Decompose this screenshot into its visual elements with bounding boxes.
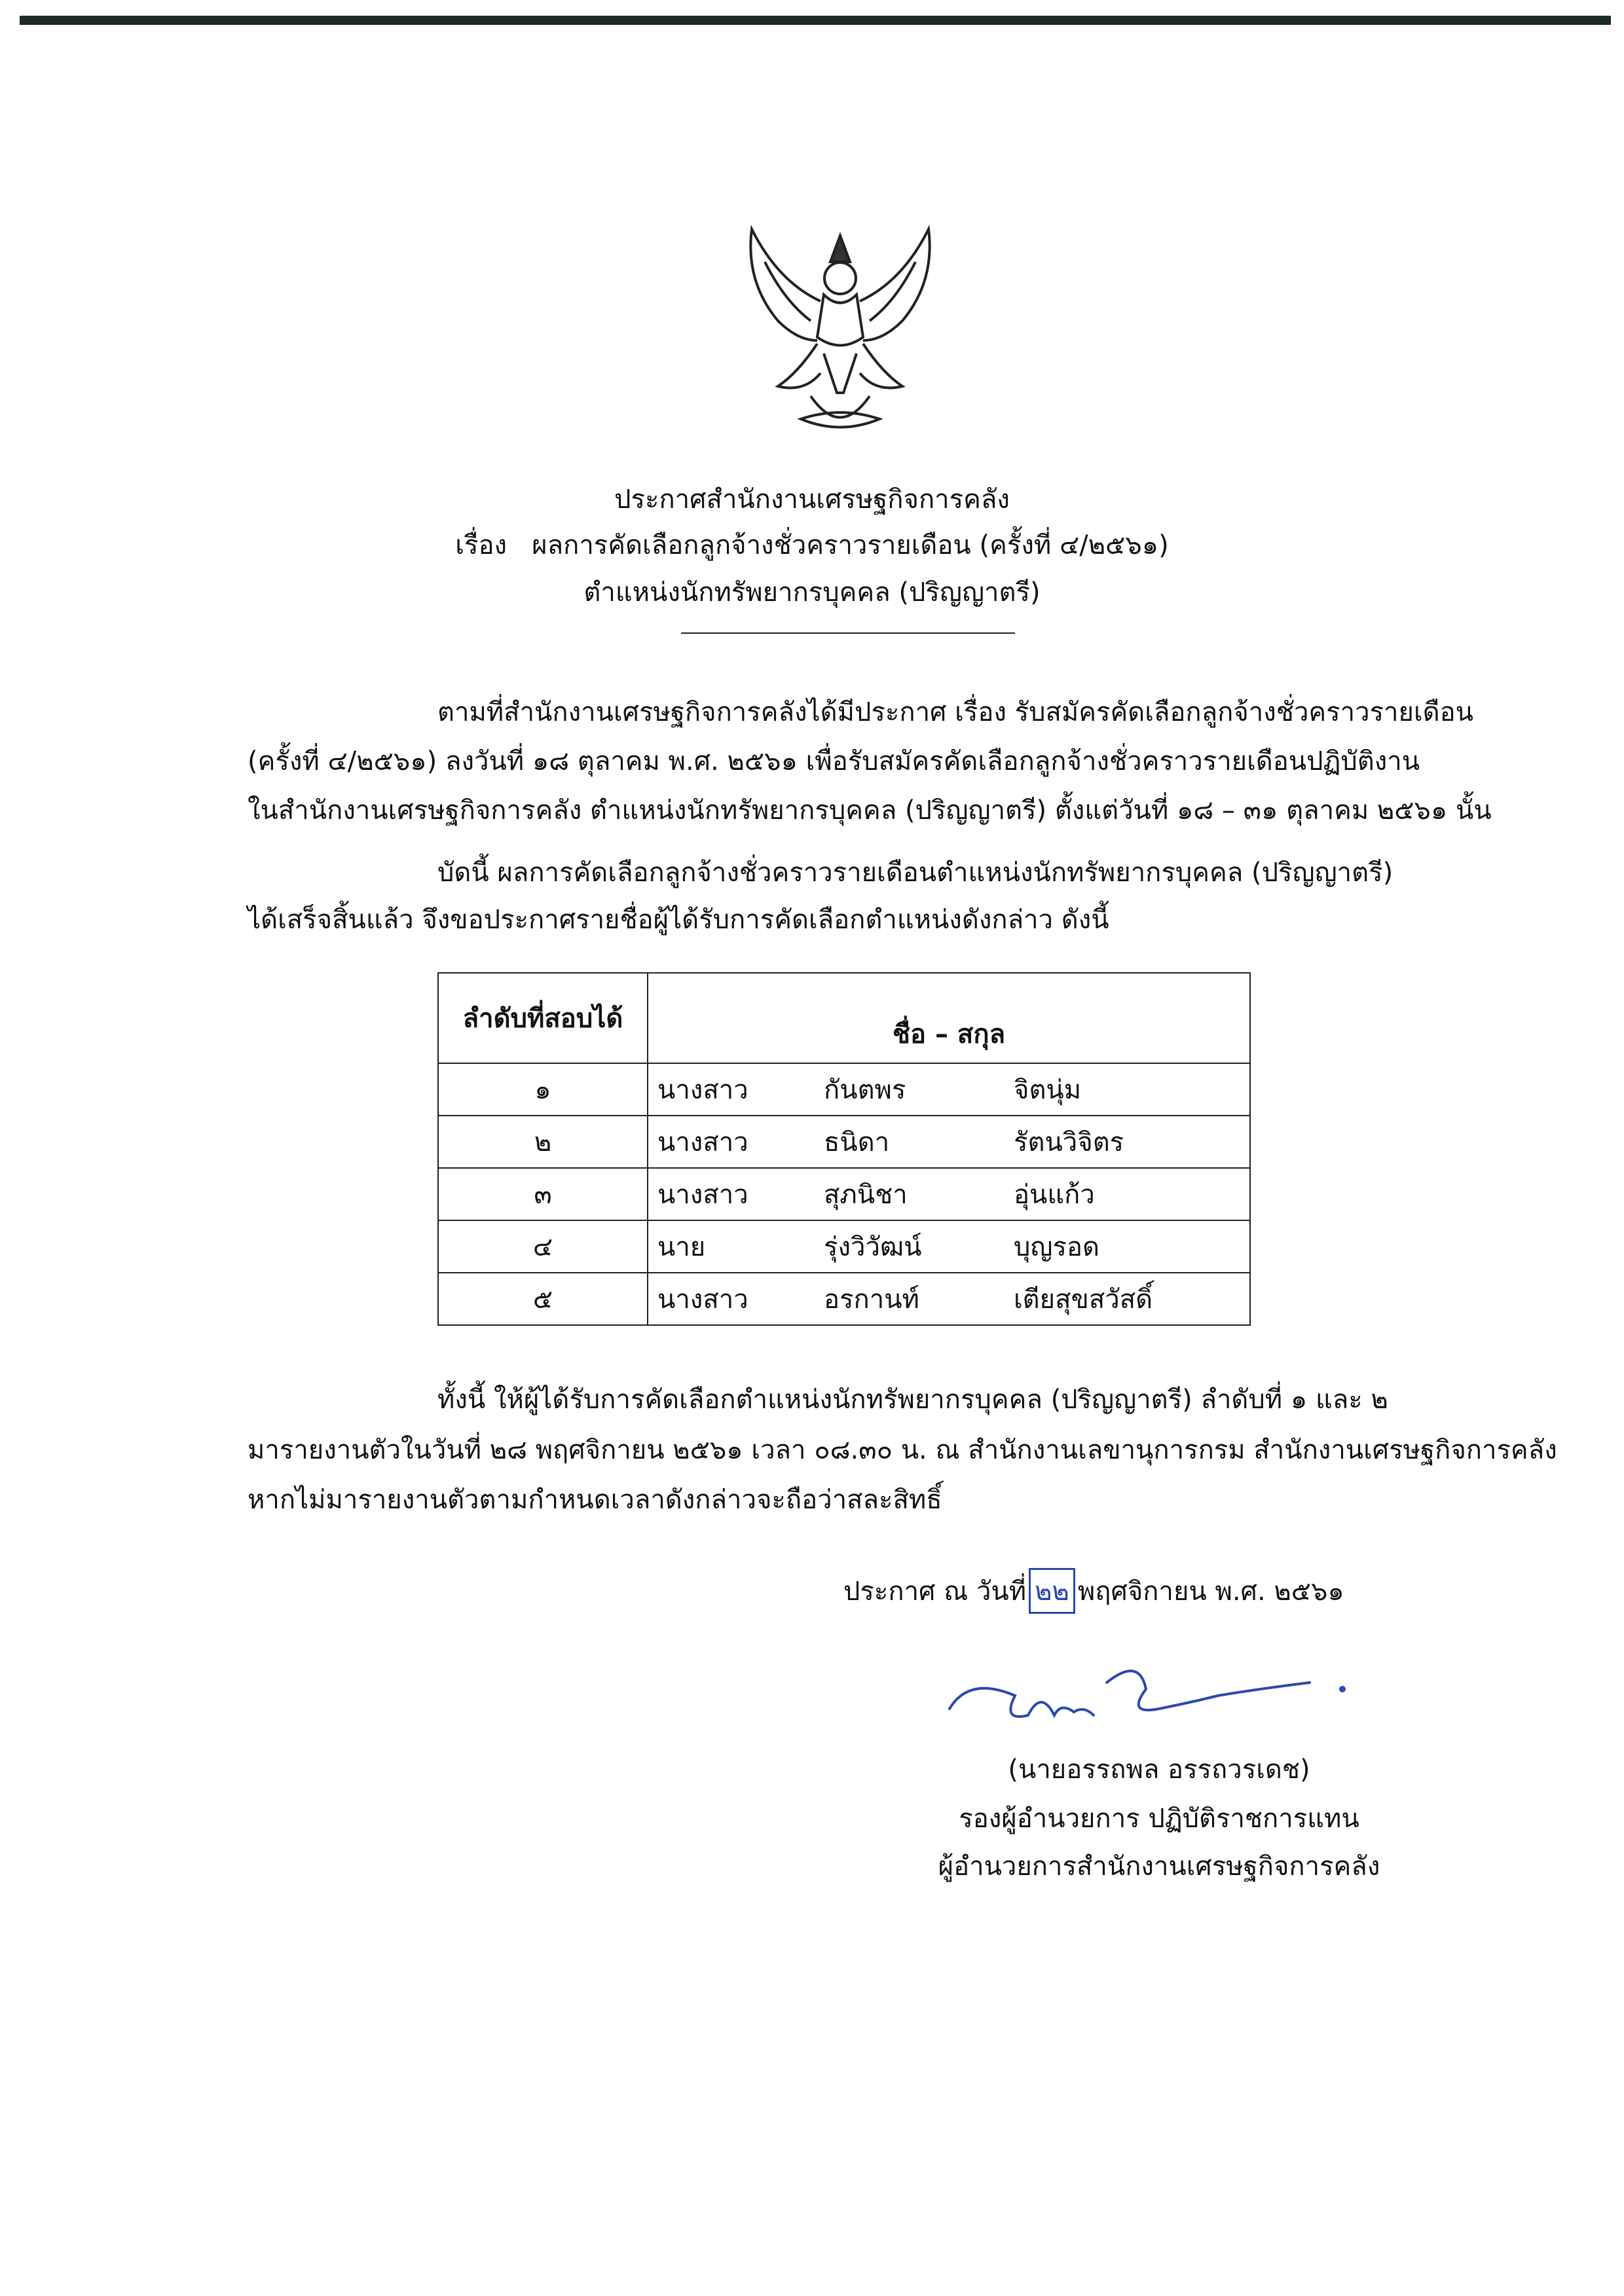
title-cell: นางสาว: [648, 1273, 815, 1325]
announcement-day: ๒๒: [1029, 1568, 1075, 1614]
rank-cell: ๑: [438, 1063, 648, 1116]
announcement-prefix: ประกาศ ณ วันที่: [843, 1576, 1027, 1607]
rank-cell: ๔: [438, 1220, 648, 1273]
column-header-name: ชื่อ – สกุล: [648, 973, 1250, 1063]
paragraph-1-line-3: ในสำนักงานเศรษฐกิจการคลัง ตำแหน่งนักทรัพยากรบุคคล (ปริญญาตรี) ตั้งแต่วันที่ ๑๘ – ๓๑ ตุลาคม ๒๕๖๑ นั้น: [248, 795, 1492, 826]
selection-results-table: [437, 972, 1251, 1326]
title-divider: [681, 632, 1015, 634]
signer-name: (นายอรรถพล อรรถวรเดช): [1008, 1755, 1310, 1785]
rank-cell: ๓: [438, 1168, 648, 1220]
last-name-cell: รัตนวิจิตร: [1005, 1116, 1250, 1168]
first-name-cell: รุ่งวิวัฒน์: [815, 1220, 1005, 1273]
paragraph-3-line-2: มารายงานตัวในวันที่ ๒๘ พฤศจิกายน ๒๕๖๑ เวลา ๐๘.๓๐ น. ณ สำนักงานเลขานุการกรม สำนักงานเศรษฐกิจการคลัง: [248, 1435, 1557, 1465]
rank-cell: ๕: [438, 1273, 648, 1325]
title-cell: นางสาว: [648, 1168, 815, 1220]
paragraph-1-line-1: ตามที่สำนักงานเศรษฐกิจการคลังได้มีประกาศ เรื่อง รับสมัครคัดเลือกลูกจ้างชั่วคราวรายเดือน: [437, 697, 1473, 727]
table-row: [438, 1273, 1250, 1325]
first-name-cell: ธนิดา: [815, 1116, 1005, 1168]
table-row: [438, 1063, 1250, 1116]
handwritten-signature: [943, 1650, 1362, 1735]
last-name-cell: เตียสุขสวัสดิ์: [1005, 1273, 1250, 1325]
subject-label: เรื่อง: [455, 530, 507, 560]
scan-edge-bar: [20, 16, 1611, 25]
title-cell: นางสาว: [648, 1063, 815, 1116]
table-row: [438, 1116, 1250, 1168]
agency-title: ประกาศสำนักงานเศรษฐกิจการคลัง: [614, 484, 1010, 515]
paragraph-3-line-1: ทั้งนี้ ให้ผู้ได้รับการคัดเลือกตำแหน่งนักทรัพยากรบุคคล (ปริญญาตรี) ลำดับที่ ๑ และ ๒: [437, 1385, 1388, 1415]
last-name-cell: อุ่นแก้ว: [1005, 1168, 1250, 1220]
paragraph-2-line-1: บัดนี้ ผลการคัดเลือกลูกจ้างชั่วคราวรายเดือนตำแหน่งนักทรัพยากรบุคคล (ปริญญาตรี): [437, 858, 1393, 888]
announcement-suffix: พฤศจิกายน พ.ศ. ๒๕๖๑: [1077, 1576, 1344, 1607]
garuda-emblem-icon: [739, 223, 942, 445]
signer-title-2: ผู้อำนวยการสำนักงานเศรษฐกิจการคลัง: [938, 1851, 1380, 1882]
table-header-row: [438, 973, 1250, 1063]
announcement-date: [843, 1568, 1344, 1614]
first-name-cell: กันตพร: [815, 1063, 1005, 1116]
first-name-cell: อรกานท์: [815, 1273, 1005, 1325]
table-row: [438, 1168, 1250, 1220]
paragraph-1-line-2: (ครั้งที่ ๔/๒๕๖๑) ลงวันที่ ๑๘ ตุลาคม พ.ศ. ๒๕๖๑ เพื่อรับสมัครคัดเลือกลูกจ้างชั่วคราวรายเดือนปฏิบัติงาน: [248, 746, 1420, 776]
signer-title-1: รองผู้อำนวยการ ปฏิบัติราชการแทน: [959, 1804, 1359, 1834]
last-name-cell: จิตนุ่ม: [1005, 1063, 1250, 1116]
first-name-cell: สุภนิชา: [815, 1168, 1005, 1220]
title-cell: นาย: [648, 1220, 815, 1273]
rank-cell: ๒: [438, 1116, 648, 1168]
last-name-cell: บุญรอด: [1005, 1220, 1250, 1273]
position-title: ตำแหน่งนักทรัพยากรบุคคล (ปริญญาตรี): [583, 577, 1041, 608]
subject-text: ผลการคัดเลือกลูกจ้างชั่วคราวรายเดือน (ครั้งที่ ๔/๒๕๖๑): [532, 530, 1169, 560]
subject-line: [0, 524, 1624, 566]
column-header-rank: ลำดับที่สอบได้: [438, 973, 648, 1063]
paragraph-2-line-2: ได้เสร็จสิ้นแล้ว จึงขอประกาศรายชื่อผู้ได้รับการคัดเลือกตำแหน่งดังกล่าว ดังนี้: [248, 905, 1109, 935]
title-cell: นางสาว: [648, 1116, 815, 1168]
paragraph-3-line-3: หากไม่มารายงานตัวตามกำหนดเวลาดังกล่าวจะถือว่าสละสิทธิ์: [248, 1485, 942, 1515]
table-row: [438, 1220, 1250, 1273]
